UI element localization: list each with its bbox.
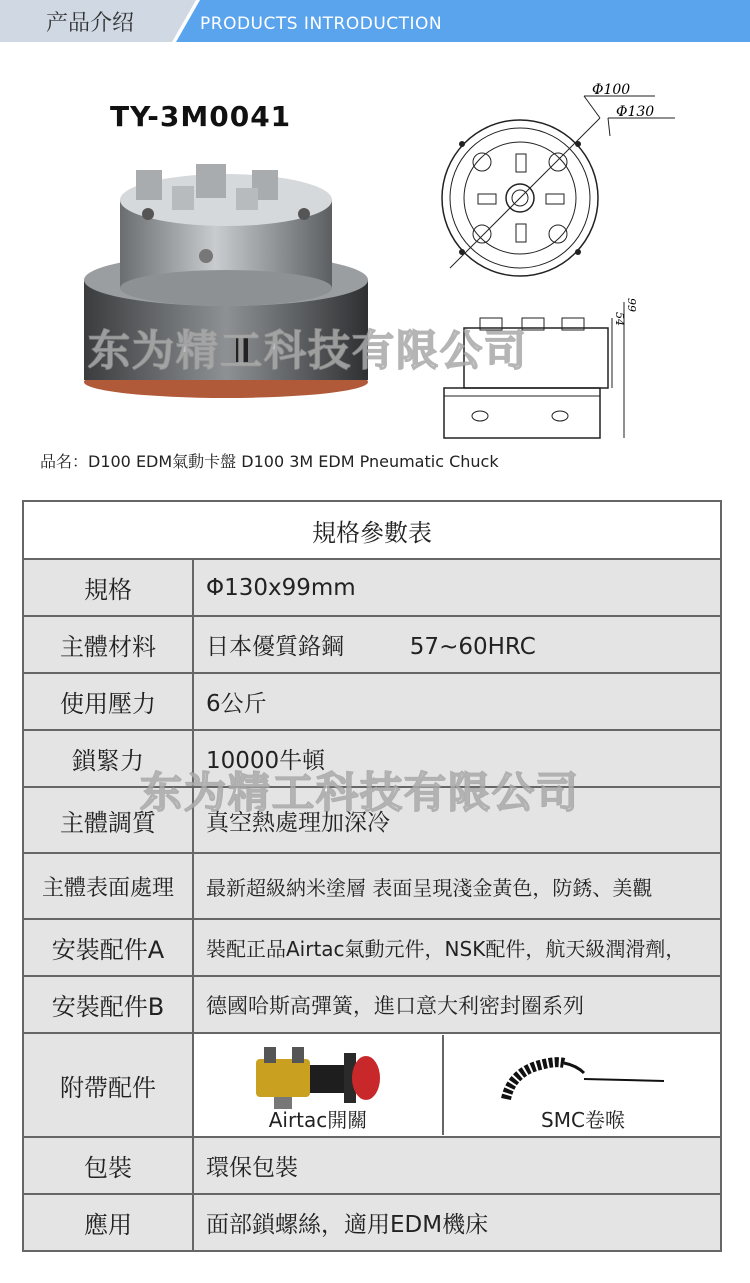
spec-value: 環保包裝 [193, 1137, 721, 1194]
product-model: TY-3M0041 [110, 100, 292, 133]
accessory-label: Airtac開關 [268, 1108, 368, 1132]
spec-value: Φ130x99mm [193, 559, 721, 616]
spec-value: 面部鎖螺絲，適用EDM機床 [193, 1194, 721, 1251]
watermark: 东为精工科技有限公司 [88, 326, 529, 375]
header-title-en: PRODUCTS INTRODUCTION [200, 14, 443, 34]
section-header [0, 0, 750, 42]
spec-label: 包裝 [23, 1137, 193, 1194]
spec-label: 規格 [23, 559, 193, 616]
product-caption: 品名：D100 EDM氣動卡盤 D100 3M EDM Pneumatic Chuck [40, 452, 499, 471]
spec-value: 6公斤 [193, 673, 721, 730]
spec-label: 鎖緊力 [23, 730, 193, 787]
accessory-smc-coil-hose [444, 1035, 722, 1135]
spec-value: 10000牛頓 [193, 730, 721, 787]
spec-label: 安裝配件B [23, 976, 193, 1033]
spec-value: 日本優質鉻鋼 57~60HRC [193, 616, 721, 673]
dimension-height-99: 99 [625, 298, 638, 312]
header-title-cn: 产品介绍 [46, 11, 135, 36]
spec-label: 主體材料 [23, 616, 193, 673]
spec-label: 安裝配件A [23, 919, 193, 976]
accessories-cell [193, 1033, 721, 1137]
spec-label: 主體表面處理 [23, 853, 193, 919]
spec-label: 應用 [23, 1194, 193, 1251]
spec-table-title: 規格參數表 [23, 501, 721, 559]
accessories-label: 附帶配件 [23, 1033, 193, 1137]
spec-value: 最新超級納米塗層 表面呈現淺金黃色，防銹、美觀 [193, 853, 721, 919]
dimension-dia-130: Φ130 [616, 104, 655, 120]
chuck-top-view-drawing [430, 78, 690, 288]
spec-value: 德國哈斯高彈簧，進口意大利密封圈系列 [193, 976, 721, 1033]
dimension-dia-100: Φ100 [592, 82, 631, 98]
spec-value: 裝配正品Airtac氣動元件，NSK配件，航天級潤滑劑， [193, 919, 721, 976]
accessory-label: SMC卷喉 [541, 1108, 625, 1132]
dimension-height-54: 54 [613, 312, 626, 326]
spec-table [22, 500, 722, 1252]
accessory-airtac-switch [194, 1035, 444, 1135]
spec-label: 使用壓力 [23, 673, 193, 730]
spec-value: 真空熱處理加深冷 [193, 787, 721, 853]
watermark: 东为精工科技有限公司 [140, 768, 581, 817]
spec-label: 主體調質 [23, 787, 193, 853]
